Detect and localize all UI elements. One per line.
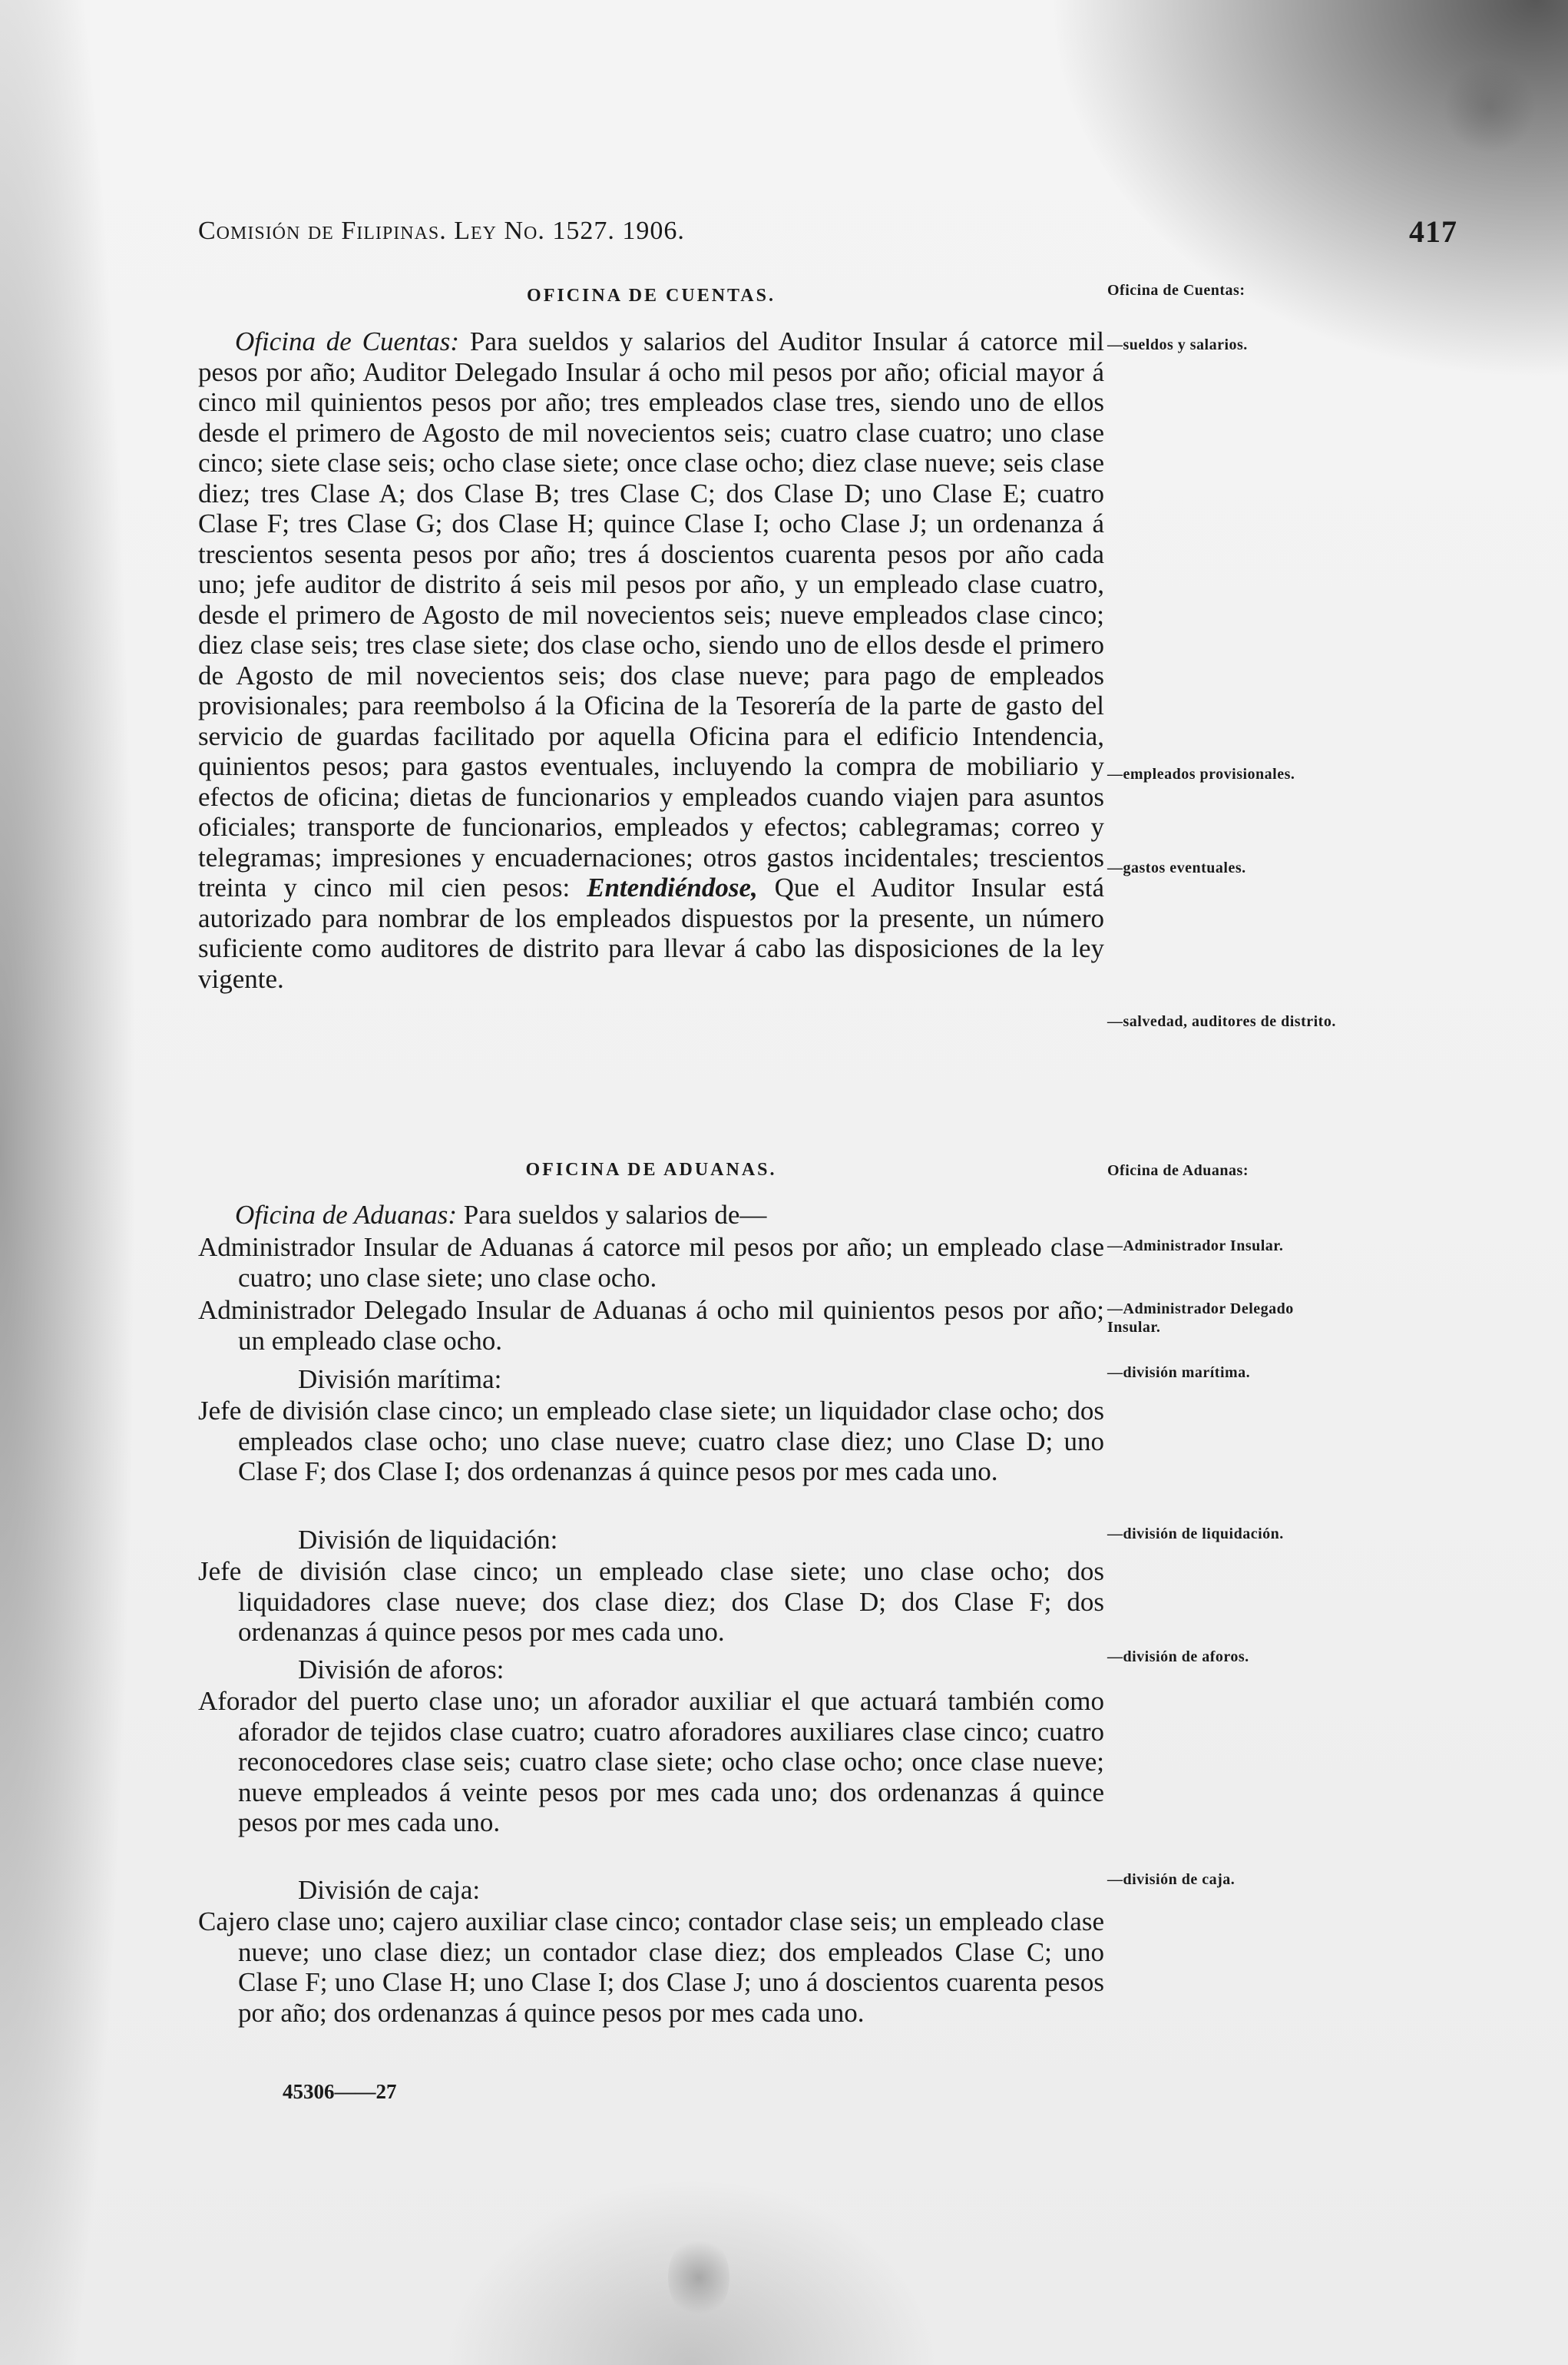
paragraph-lead: Oficina de Aduanas: — [235, 1200, 458, 1230]
running-header — [198, 214, 1457, 255]
margin-note: —división de caja. — [1107, 1871, 1236, 1888]
margin-note: Oficina de Cuentas: — [1107, 282, 1245, 299]
subheading-liquidacion: División de liquidación: — [298, 1525, 558, 1555]
printer-signature: 45306——27 — [283, 2080, 397, 2103]
paragraph-lead: Oficina de Cuentas: — [235, 326, 460, 356]
margin-note: —división de liquidación. — [1107, 1525, 1284, 1542]
margin-note: —Administrador Delegado Insular. — [1107, 1300, 1294, 1336]
paragraph-text-continued: Que el Auditor Insular está autorizado para nombrar de los empleados dispuestos por la presente, un número suficiente como auditores de distrito para llevar á cabo las disposiciones de la ley vigente. — [198, 873, 1104, 994]
margin-note: —división marítima. — [1107, 1364, 1251, 1381]
text-maritima: Jefe de división clase cinco; un empleado clase siete; un liquidador clase ocho; dos empleados clase ocho; uno clase nueve; cuatro clase diez; uno Clase D; uno Clase F; dos Clase I; dos ordenanzas á quince pesos por mes cada uno. — [198, 1396, 1104, 1486]
item-administrador-insular: Administrador Insular de Aduanas á catorce mil pesos por año; un empleado clase cuatro; uno clase siete; uno clase ocho. — [198, 1232, 1104, 1293]
margin-note: —Administrador Insular. — [1107, 1237, 1284, 1254]
margin-note: —empleados provisionales. — [1107, 766, 1295, 783]
subheading-aforos: División de aforos: — [298, 1655, 504, 1684]
page-number: 417 — [1409, 214, 1457, 249]
text-aforos: Aforador del puerto clase uno; un aforador auxiliar el que actuará también como aforador de tejidos clase cuatro; cuatro aforadores auxiliares clase cinco; cuatro reconocedores clase seis; cuatro clase siete; ocho clase ocho; once clase nueve; nueve empleados á veinte pesos por mes cada uno; dos ordenanzas á quince pesos por mes cada uno. — [198, 1686, 1104, 1837]
margin-note: Oficina de Aduanas: — [1107, 1162, 1249, 1179]
paragraph-cuentas — [198, 326, 1104, 994]
margin-note: —gastos eventuales. — [1107, 860, 1246, 876]
paragraph-text: Para sueldos y salarios del Auditor Insular á catorce mil pesos por año; Auditor Delegado Insular á ocho mil pesos por año; oficial mayor á cinco mil quinientos pesos por año; tres empleados clase tres, siendo uno de ellos desde el primero de Agosto de mil novecientos seis; cuatro clase cuatro; uno clase cinco; siete clase seis; ocho clase siete; once clase ocho; diez clase nueve; seis clase diez; tres Clase A; dos Clase B; tres Clase C; dos Clase D; uno Clase E; cuatro Clase F; tres Clase G; dos Clase H; quince Clase I; ocho Clase J; un ordenanza á trescientos sesenta pesos por año; tres á doscientos cuarenta pesos por año cada uno; jefe auditor de distrito á seis mil pesos por año, y un empleado clase cuatro, desde el primero de Agosto de mil novecientos seis; nueve empleados clase cinco; diez clase seis; tres clase siete; dos clase ocho, siendo uno de ellos desde el primero de Agosto de mil novecientos seis; dos clase nueve; para pago de empleados provisionales; para reembolso á la Oficina de la Tesorería de la parte de gasto del servicio de guardas facilitado por aquella Oficina para el edificio Intendencia, quinientos pesos; para gastos eventuales, incluyendo la compra de mobiliario y efectos de oficina; dietas de funcionarios y empleados cuando viajen para asuntos oficiales; transporte de funcionarios, empleados y efectos; cablegramas; correo y telegramas; impresiones y encuadernaciones; otros gastos incidentales; trescientos treinta y cinco mil cien pesos: — [198, 326, 1104, 903]
margin-note: —división de aforos. — [1107, 1648, 1249, 1665]
margin-note: —salvedad, auditores de distrito. — [1107, 1013, 1336, 1030]
ink-smudge — [668, 2235, 729, 2320]
text-liquidacion: Jefe de división clase cinco; un empleado clase siete; uno clase ocho; dos liquidadores clase nueve; dos clase diez; dos Clase D; dos Clase F; dos ordenanzas á quince pesos por mes cada uno. — [198, 1556, 1104, 1647]
section-title-cuentas: OFICINA DE CUENTAS. — [527, 286, 776, 306]
subheading-maritima: División marítima: — [298, 1364, 502, 1394]
subheading-caja: División de caja: — [298, 1875, 481, 1905]
ink-smudge — [1444, 61, 1536, 154]
running-title: Comisión de Filipinas. Ley No. 1527. 1906. — [198, 217, 685, 245]
section-title-aduanas: OFICINA DE ADUANAS. — [525, 1160, 777, 1180]
proviso-keyword: Entendiéndose, — [587, 873, 758, 903]
item-administrador-delegado: Administrador Delegado Insular de Aduanas á ocho mil quinientos pesos por año; un empleado clase ocho. — [198, 1295, 1104, 1356]
margin-note: —sueldos y salarios. — [1107, 336, 1248, 353]
paragraph-aduanas-lead — [198, 1200, 1104, 1231]
paragraph-text: Para sueldos y salarios de— — [457, 1200, 767, 1230]
text-caja: Cajero clase uno; cajero auxiliar clase cinco; contador clase seis; un empleado clase nueve; uno clase diez; un contador clase diez; dos empleados Clase C; uno Clase F; uno Clase H; uno Clase I; dos Clase J; uno á doscientos cuarenta pesos por año; dos ordenanzas á quince pesos por mes cada uno. — [198, 1906, 1104, 2028]
